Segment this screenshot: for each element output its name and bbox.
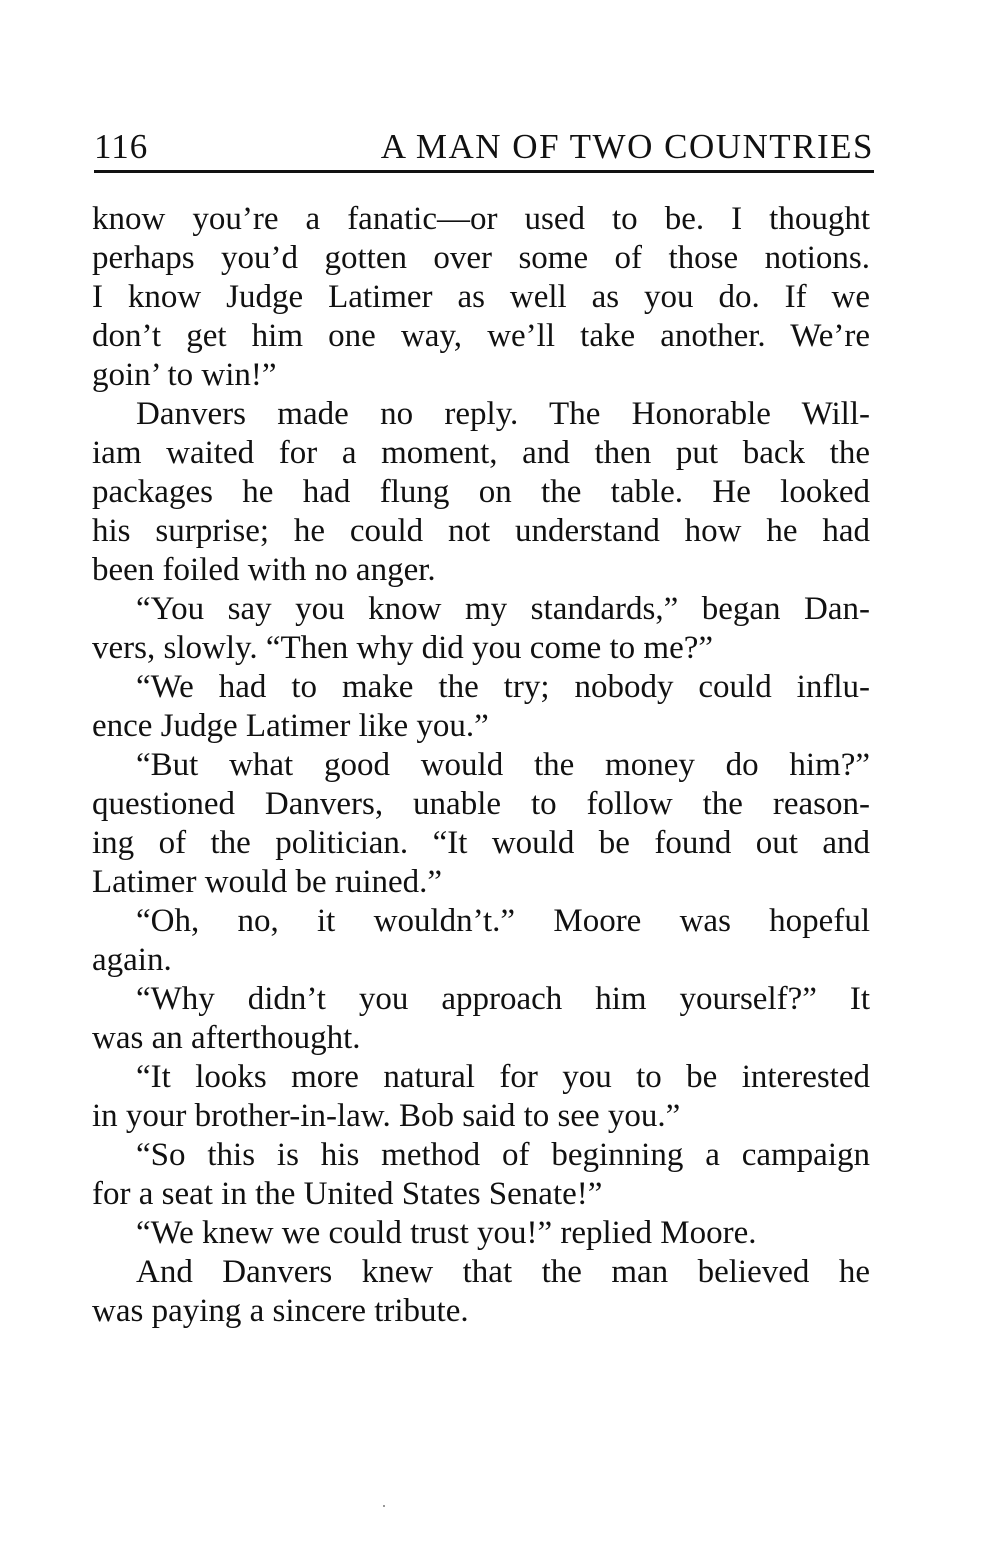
text-line: his surprise; he could not understand how he had (92, 513, 870, 549)
book-title: A MAN OF TWO COUNTRIES (380, 127, 874, 166)
text-line: for a seat in the United States Senate!” (92, 1176, 603, 1212)
text-line: been foiled with no anger. (92, 552, 436, 588)
text-line: in your brother-in-law. Bob said to see you.” (92, 1098, 681, 1134)
text-line: “It looks more natural for you to be interested (136, 1059, 870, 1095)
text-line: was paying a sincere tribute. (92, 1293, 469, 1329)
text-line: “So this is his method of beginning a campaign (136, 1137, 870, 1173)
text-line: know you’re a fanatic—or used to be. I thought (92, 201, 870, 237)
text-line: ing of the politician. “It would be found out and (92, 825, 870, 861)
text-line: was an afterthought. (92, 1020, 361, 1056)
text-line: don’t get him one way, we’ll take another. We’re (92, 318, 870, 354)
text-line: again. (92, 942, 172, 978)
text-line: perhaps you’d gotten over some of those notions. (92, 240, 870, 276)
text-line: Latimer would be ruined.” (92, 864, 443, 900)
scan-speck (383, 1505, 385, 1507)
body-text (92, 200, 870, 1331)
page-number: 116 (94, 127, 149, 166)
text-line: questioned Danvers, unable to follow the reason- (92, 786, 870, 822)
text-line: “But what good would the money do him?” (136, 747, 870, 783)
text-line: vers, slowly. “Then why did you come to me?” (92, 630, 714, 666)
text-line: “We knew we could trust you!” replied Moore. (136, 1215, 757, 1251)
text-line: I know Judge Latimer as well as you do. If we (92, 279, 870, 315)
text-line: Danvers made no reply. The Honorable Will- (136, 396, 870, 432)
text-line: iam waited for a moment, and then put back the (92, 435, 870, 471)
text-line: And Danvers knew that the man believed he (136, 1254, 870, 1290)
text-line: packages he had flung on the table. He looked (92, 474, 870, 510)
text-line: goin’ to win!” (92, 357, 277, 393)
text-line: “You say you know my standards,” began Dan- (136, 591, 870, 627)
text-line: “We had to make the try; nobody could influ- (136, 669, 870, 705)
text-line: ence Judge Latimer like you.” (92, 708, 489, 744)
text-line: “Oh, no, it wouldn’t.” Moore was hopeful (136, 903, 870, 939)
running-head (94, 124, 874, 170)
header-rule (94, 170, 874, 173)
text-line: “Why didn’t you approach him yourself?” It (136, 981, 870, 1017)
